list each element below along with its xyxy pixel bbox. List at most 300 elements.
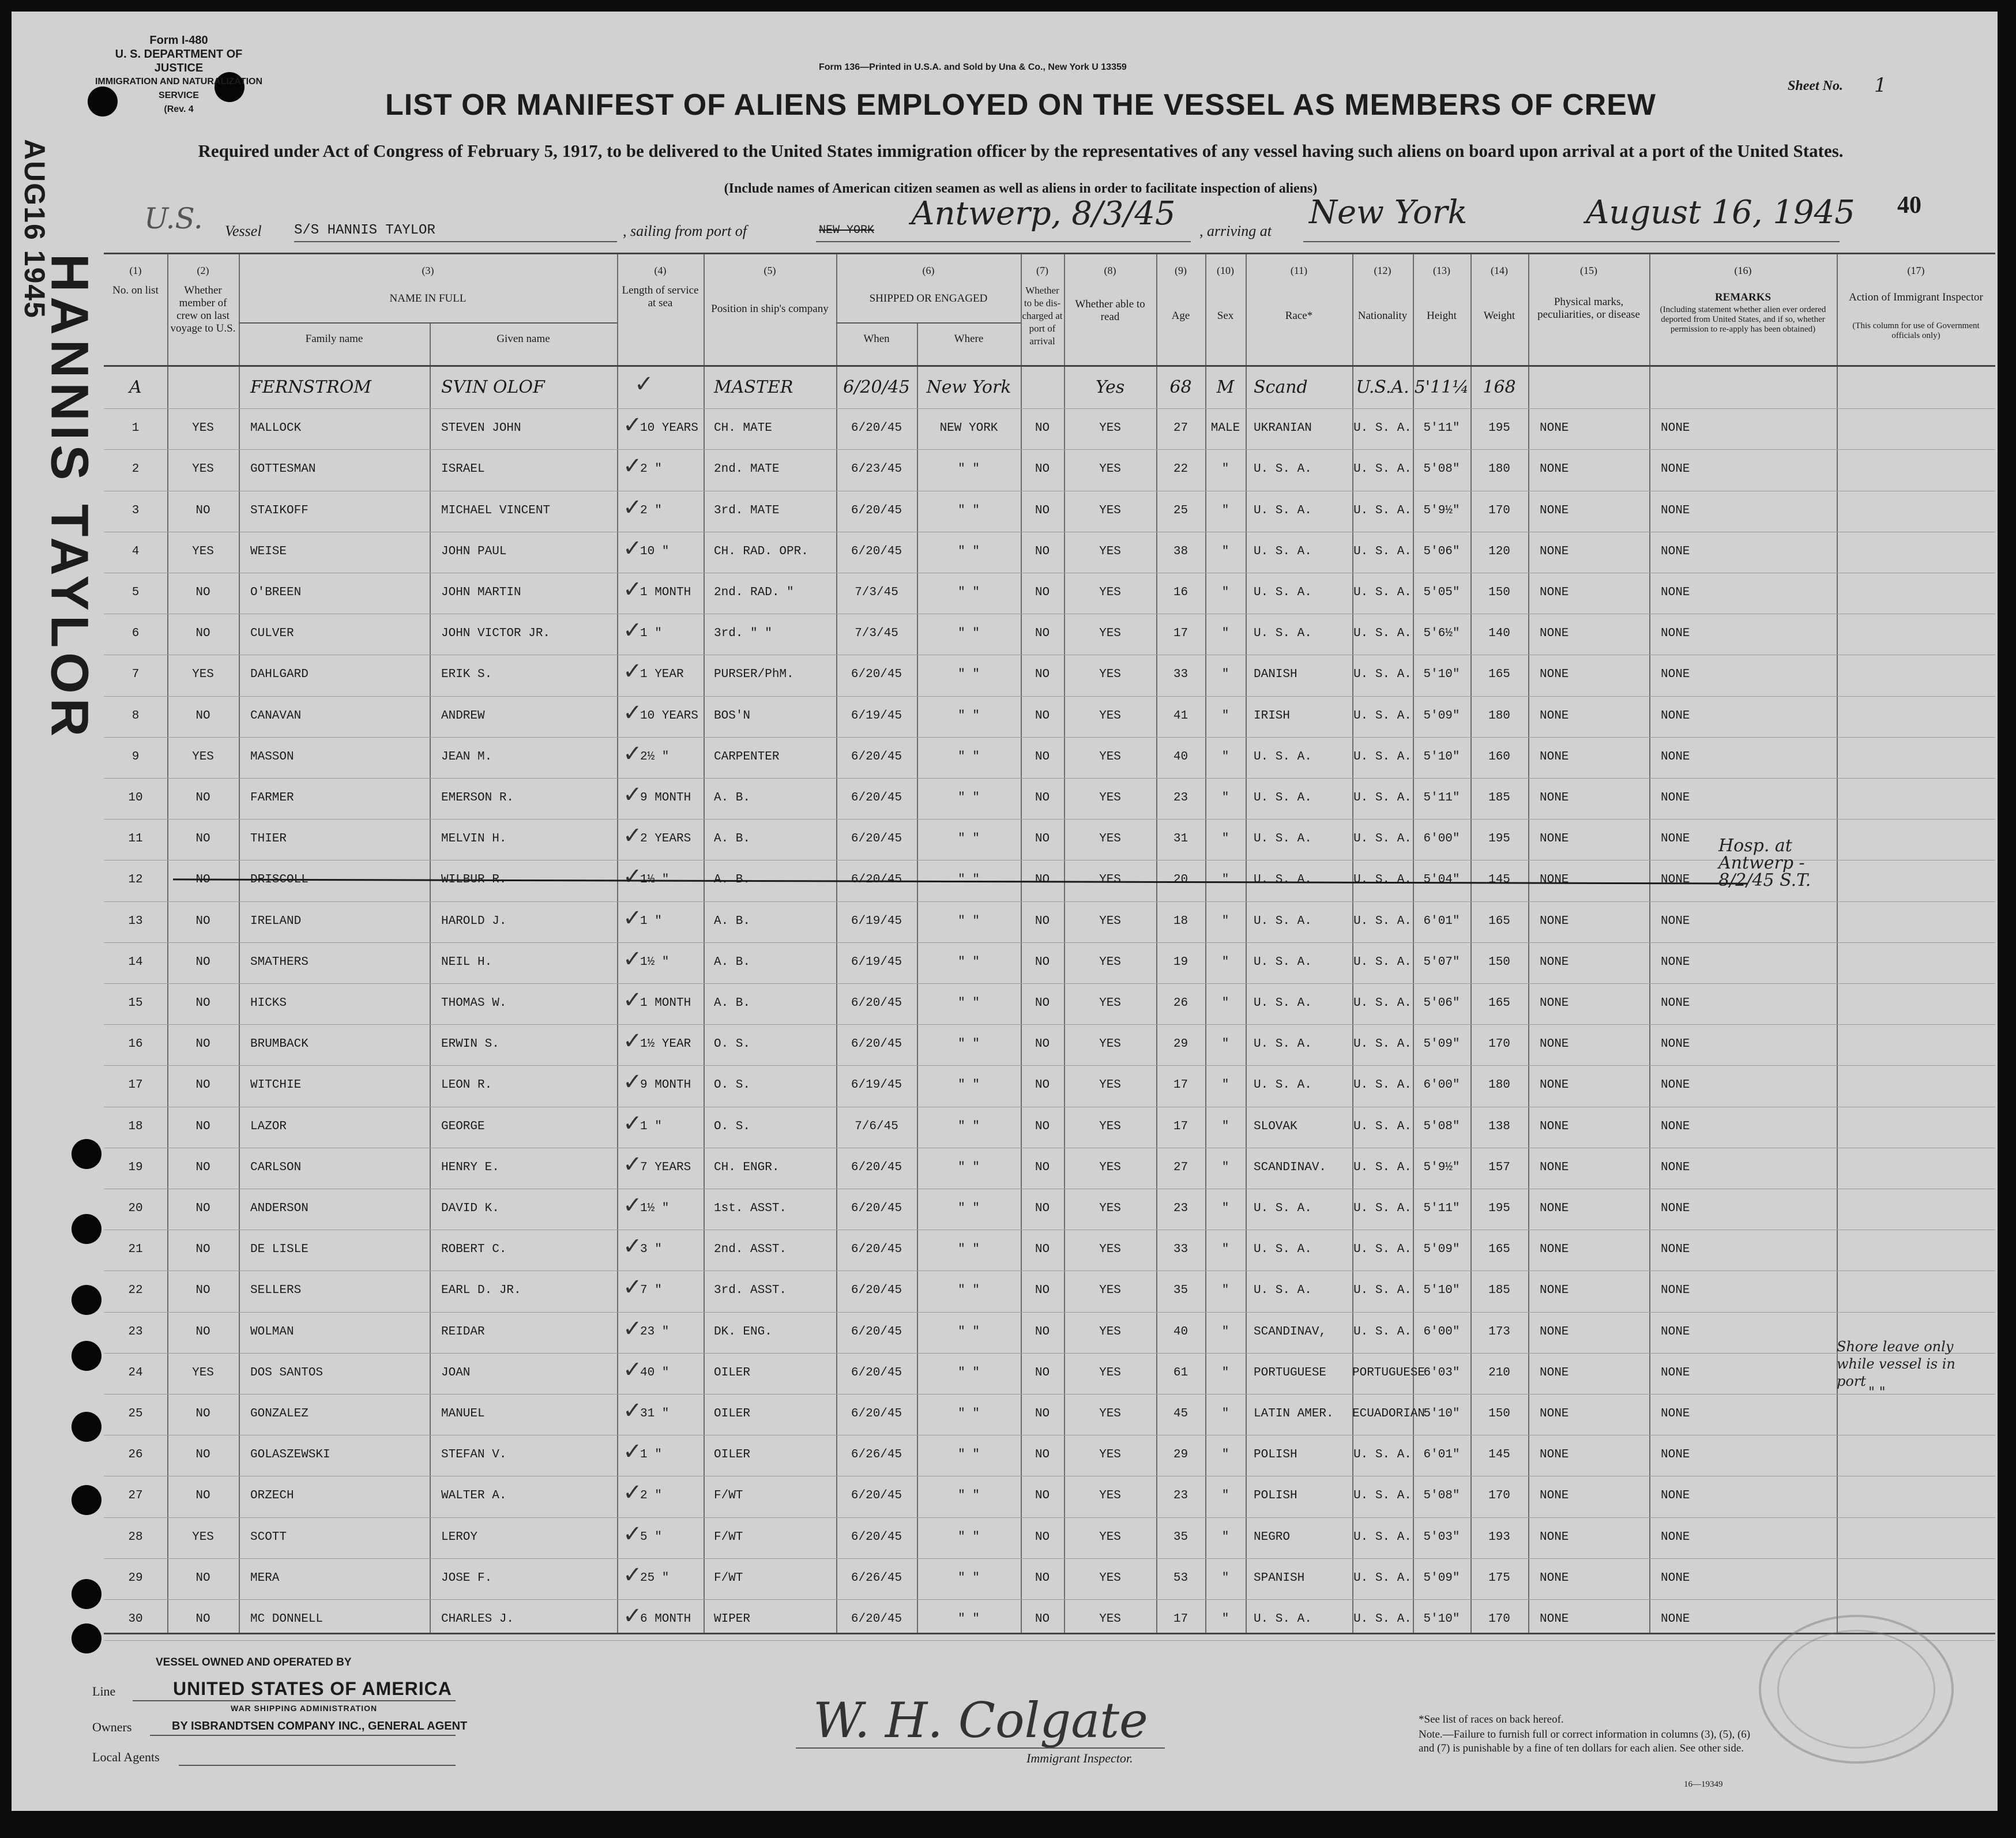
cell-weight: 120	[1488, 544, 1510, 558]
cell-where: " "	[958, 1366, 980, 1380]
cell-family: HICKS	[250, 997, 287, 1010]
cell-height: 5'9½"	[1423, 1160, 1460, 1174]
cell-service: 3 "	[640, 1243, 662, 1257]
cell-disch: NO	[1035, 1160, 1050, 1174]
cell-weight: 145	[1488, 1448, 1510, 1462]
cell-prev: NO	[195, 1119, 210, 1133]
cell-disch: NO	[1035, 1284, 1050, 1298]
cell-remarks: NONE	[1661, 627, 1690, 641]
col-num: (9)	[1175, 265, 1187, 276]
cell-position: OILER	[714, 1407, 751, 1420]
cell-phys: NONE	[1540, 955, 1569, 969]
cell-disch: NO	[1035, 955, 1050, 969]
cell-read: YES	[1099, 627, 1121, 641]
table-row	[104, 1435, 1995, 1475]
check-mark-icon: ✓	[623, 1438, 642, 1465]
check-mark-icon: ✓	[623, 576, 642, 603]
cell-family: MASSON	[250, 750, 294, 764]
cell-where: " "	[958, 1119, 980, 1133]
vessel-name: S/S HANNIS TAYLOR	[294, 223, 435, 238]
cell-nat: U. S. A.	[1353, 1325, 1412, 1339]
cell-when: 6/20/45	[843, 377, 910, 397]
check-mark-icon: ✓	[623, 699, 642, 726]
check-mark-icon: ✓	[623, 617, 642, 644]
cell-no: 10	[128, 791, 143, 805]
cell-disch: NO	[1035, 914, 1050, 928]
cell-where: " "	[958, 1325, 980, 1339]
owned-label: VESSEL OWNED AND OPERATED BY	[156, 1656, 352, 1668]
cell-nat: U. S. A.	[1353, 1038, 1412, 1051]
cell-age: 33	[1173, 668, 1188, 682]
cell-age: 53	[1173, 1571, 1188, 1585]
cell-sex: "	[1221, 1407, 1229, 1420]
cell-race: SPANISH	[1254, 1571, 1305, 1585]
cell-remarks	[1661, 367, 1837, 408]
cell-when: 6/20/45	[851, 832, 902, 846]
hdr-given-name: Given name	[497, 333, 550, 345]
cell-given: JOSE F.	[441, 1571, 492, 1585]
cell-height: 5'05"	[1423, 586, 1460, 599]
cell-given: HAROLD J.	[441, 914, 507, 928]
cell-age: 35	[1173, 1284, 1188, 1298]
cell-prev: NO	[195, 1571, 210, 1585]
cell-height: 6'00"	[1423, 1325, 1460, 1339]
cell-remarks: NONE	[1661, 832, 1690, 846]
cell-family: GOTTESMAN	[250, 463, 316, 476]
cell-service: 10 YEARS	[640, 422, 698, 435]
cell-disch: NO	[1035, 873, 1050, 887]
punch-hole	[72, 1579, 101, 1609]
local-agents-label: Local Agents	[92, 1750, 160, 1764]
cell-remarks: NONE	[1661, 1078, 1690, 1092]
cell-family: CANAVAN	[250, 709, 302, 723]
cell-prev: NO	[195, 1202, 210, 1215]
check-mark-icon: ✓	[623, 1315, 642, 1342]
cell-age: 68	[1169, 377, 1192, 397]
hdr-action: Action of Immigrant Inspector	[1849, 291, 1983, 303]
cell-given: ERIK S.	[441, 668, 492, 682]
cell-race: PORTUGUESE	[1254, 1366, 1327, 1380]
cell-height: 5'03"	[1423, 1530, 1460, 1544]
cell-when: 6/20/45	[851, 503, 902, 517]
cell-sex: "	[1221, 1613, 1229, 1626]
check-mark-icon: ✓	[623, 535, 642, 562]
cell-read: YES	[1099, 586, 1121, 599]
cell-when: 6/20/45	[851, 1613, 902, 1626]
cell-weight: 140	[1488, 627, 1510, 641]
cell-sex: "	[1221, 709, 1229, 723]
cell-phys: NONE	[1540, 1160, 1569, 1174]
cell-age: 29	[1173, 1448, 1188, 1462]
cell-prev: NO	[195, 1160, 210, 1174]
cell-position: O. S.	[714, 1038, 751, 1051]
cell-no: 7	[131, 668, 140, 682]
cell-remarks: NONE	[1661, 1325, 1690, 1339]
cell-service: 1½ YEAR	[640, 1038, 691, 1051]
cell-height: 5'11¼	[1414, 377, 1469, 397]
cell-sex: "	[1221, 463, 1229, 476]
cell-remarks: NONE	[1661, 1448, 1690, 1462]
cell-nat: U. S. A.	[1353, 586, 1412, 599]
cell-sex: "	[1221, 1530, 1229, 1544]
cell-prev: NO	[195, 1078, 210, 1092]
col-num: (3)	[422, 265, 434, 276]
cell-given: STEVEN JOHN	[441, 422, 521, 435]
cell-where: " "	[958, 544, 980, 558]
hdr-prev-voyage: Whether member of crew on last voyage to U.S.	[170, 284, 236, 334]
manifest-sheet	[12, 12, 1998, 1811]
hdr-read: Whether able to read	[1075, 298, 1145, 323]
cell-race: U. S. A.	[1254, 586, 1312, 599]
cell-age: 23	[1173, 1489, 1188, 1503]
cell-given: CHARLES J.	[441, 1613, 514, 1626]
cell-prev: NO	[195, 503, 210, 517]
cell-race: U. S. A.	[1254, 503, 1312, 517]
cell-remarks: NONE	[1661, 1202, 1690, 1215]
table-row	[104, 1065, 1995, 1106]
cell-disch: NO	[1035, 791, 1050, 805]
cell-nat: U. S. A.	[1353, 955, 1412, 969]
cell-disch: NO	[1035, 1530, 1050, 1544]
cell-nat: U. S. A.	[1353, 750, 1412, 764]
cell-disch: NO	[1035, 1202, 1050, 1215]
cell-when: 6/20/45	[851, 1038, 902, 1051]
check-mark-icon: ✓	[623, 740, 642, 767]
cell-read: YES	[1099, 1325, 1121, 1339]
cell-nat: U. S. A.	[1353, 1078, 1412, 1092]
cell-prev: YES	[192, 1366, 214, 1380]
cell-where: " "	[958, 1078, 980, 1092]
cell-family: SCOTT	[250, 1530, 287, 1544]
cell-read: YES	[1099, 503, 1121, 517]
cell-when: 6/20/45	[851, 1366, 902, 1380]
table-row	[104, 737, 1995, 777]
cell-family: DRISCOLL	[250, 873, 309, 887]
cell-height: 5'11"	[1423, 422, 1460, 435]
cell-phys: NONE	[1540, 544, 1569, 558]
cell-read: YES	[1099, 1284, 1121, 1298]
cell-height: 5'11"	[1423, 1202, 1460, 1215]
cell-where: " "	[958, 1243, 980, 1257]
cell-weight: 145	[1488, 873, 1510, 887]
cell-family: ORZECH	[250, 1489, 294, 1503]
cell-height: 6'00"	[1423, 1078, 1460, 1092]
cell-height: 5'6½"	[1423, 627, 1460, 641]
cell-sex: "	[1221, 1243, 1229, 1257]
cell-family: CULVER	[250, 627, 294, 641]
cell-no: 6	[131, 627, 140, 641]
cell-remarks: NONE	[1661, 1571, 1690, 1585]
cell-position: 3rd. " "	[714, 627, 772, 641]
cell-when: 7/6/45	[855, 1119, 898, 1133]
cell-family: WOLMAN	[250, 1325, 294, 1339]
cell-age: 17	[1173, 1078, 1188, 1092]
cell-prev: NO	[195, 791, 210, 805]
table-row	[104, 1024, 1995, 1065]
cell-when: 6/20/45	[851, 544, 902, 558]
cell-prev: NO	[195, 997, 210, 1010]
date-stamp: AUG16 1945	[18, 139, 51, 319]
col-num: (10)	[1217, 265, 1234, 276]
hdr-when: When	[863, 333, 890, 345]
page-number: 40	[1897, 192, 1921, 219]
fine-note: Note.—Failure to furnish full or correct information in columns (3), (5), (6) and (7) is punishable by a fine of ten dollars for each alien. See other side.	[1419, 1728, 1751, 1754]
us-mark: U.S.	[144, 202, 203, 235]
row25-action: " "	[1868, 1384, 1886, 1400]
table-row	[104, 901, 1995, 942]
cell-when: 6/20/45	[851, 1489, 902, 1503]
cell-age: 40	[1173, 1325, 1188, 1339]
cell-disch: NO	[1035, 1407, 1050, 1420]
cell-race: U. S. A.	[1254, 791, 1312, 805]
cell-given: WILBUR R.	[441, 873, 507, 887]
cell-nat: U. S. A.	[1353, 709, 1412, 723]
cell-race: U. S. A.	[1254, 1038, 1312, 1051]
hdr-where: Where	[954, 333, 984, 345]
cell-age: 18	[1173, 914, 1188, 928]
cell-nat: PORTUGUESE	[1352, 1366, 1426, 1380]
cell-when: 6/20/45	[851, 1325, 902, 1339]
cell-when: 6/20/45	[851, 1407, 902, 1420]
cell-family: BRUMBACK	[250, 1038, 309, 1051]
cell-service: 2 "	[640, 1489, 662, 1503]
ship-name-stamp: HANNIS TAYLOR	[40, 253, 99, 742]
cell-age: 35	[1173, 1530, 1188, 1544]
cell-prev: NO	[195, 709, 210, 723]
cell-phys: NONE	[1540, 627, 1569, 641]
cell-height: 6'01"	[1423, 914, 1460, 928]
table-row	[104, 1394, 1995, 1434]
cell-no: 8	[131, 709, 140, 723]
cell-phys: NONE	[1540, 1243, 1569, 1257]
cell-age: 20	[1173, 873, 1188, 887]
cell-age: 17	[1173, 1613, 1188, 1626]
cell-when: 6/19/45	[851, 709, 902, 723]
cell-remarks: NONE	[1661, 463, 1690, 476]
cell-phys: NONE	[1540, 1284, 1569, 1298]
cell-nat: U. S. A.	[1353, 668, 1412, 682]
cell-family: IRELAND	[250, 914, 302, 928]
cell-phys: NONE	[1540, 1119, 1569, 1133]
row12-remark: Hosp. at Antwerp - 8/2/45 S.T.	[1718, 836, 1811, 890]
cell-no: 18	[128, 1119, 143, 1133]
cell-remarks: NONE	[1661, 997, 1690, 1010]
check-mark-icon: ✓	[623, 1603, 642, 1629]
cell-no: 13	[128, 914, 143, 928]
cell-age: 40	[1173, 750, 1188, 764]
cell-height: 5'10"	[1423, 750, 1460, 764]
cell-where: " "	[958, 955, 980, 969]
cell-weight: 165	[1488, 914, 1510, 928]
cell-disch: NO	[1035, 586, 1050, 599]
check-mark-icon: ✓	[623, 412, 642, 439]
cell-phys: NONE	[1540, 1366, 1569, 1380]
cell-where: " "	[958, 1407, 980, 1420]
cell-height: 6'03"	[1423, 1366, 1460, 1380]
col-num: (1)	[129, 265, 142, 276]
cell-no: 28	[128, 1530, 143, 1544]
cell-weight: 160	[1488, 750, 1510, 764]
cell-race: U. S. A.	[1254, 627, 1312, 641]
hdr-action-note: (This column for use of Government officials only)	[1852, 321, 1980, 340]
check-mark-icon: ✓	[623, 1028, 642, 1055]
cell-sex: "	[1221, 1202, 1229, 1215]
cell-age: 25	[1173, 503, 1188, 517]
cell-prev: NO	[195, 955, 210, 969]
cell-disch: NO	[1035, 750, 1050, 764]
cell-read: YES	[1099, 1489, 1121, 1503]
check-mark-icon: ✓	[623, 781, 642, 808]
cell-no: 24	[128, 1366, 143, 1380]
cell-service: 7 YEARS	[640, 1160, 691, 1174]
col-num: (5)	[763, 265, 776, 276]
cell-when: 6/20/45	[851, 997, 902, 1010]
cell-position: A. B.	[714, 791, 751, 805]
check-mark-icon: ✓	[623, 1192, 642, 1219]
cell-given: JOHN PAUL	[441, 544, 507, 558]
cell-when: 7/3/45	[855, 586, 898, 599]
cell-when: 7/3/45	[855, 627, 898, 641]
cell-race: LATIN AMER.	[1254, 1407, 1334, 1420]
cell-no: 20	[128, 1202, 143, 1215]
cell-position: DK. ENG.	[714, 1325, 772, 1339]
check-mark-icon: ✓	[623, 1069, 642, 1096]
cell-read: YES	[1099, 1613, 1121, 1626]
cell-service: 9 MONTH	[640, 1078, 691, 1092]
table-row	[104, 778, 1995, 818]
cell-position: A. B.	[714, 997, 751, 1010]
col-num: (7)	[1036, 265, 1048, 276]
cell-family: FERNSTROM	[250, 377, 372, 397]
cell-age: 26	[1173, 997, 1188, 1010]
sheet-number: 1	[1874, 74, 1887, 97]
table-row	[104, 367, 1995, 408]
cell-position: CARPENTER	[714, 750, 780, 764]
cell-weight: 168	[1483, 377, 1516, 397]
cell-prev	[167, 367, 239, 408]
cell-when: 6/20/45	[851, 1243, 902, 1257]
check-mark-icon: ✓	[623, 822, 642, 850]
cell-remarks: NONE	[1661, 1530, 1690, 1544]
cell-nat: U. S. A.	[1353, 997, 1412, 1010]
cell-read: YES	[1099, 1571, 1121, 1585]
cell-remarks: NONE	[1661, 1038, 1690, 1051]
cell-no: 25	[128, 1407, 143, 1420]
cell-given: DAVID K.	[441, 1202, 499, 1215]
table-row	[104, 1599, 1995, 1640]
cell-disch: NO	[1035, 422, 1050, 435]
cell-family: DOS SANTOS	[250, 1366, 324, 1380]
cell-weight: 138	[1488, 1119, 1510, 1133]
cell-age: 38	[1173, 544, 1188, 558]
check-mark-icon: ✓	[623, 945, 642, 972]
cell-nat: U. S. A.	[1353, 1530, 1412, 1544]
cell-age: 45	[1173, 1407, 1188, 1420]
cell-disch: NO	[1035, 1571, 1050, 1585]
cell-phys: NONE	[1540, 1078, 1569, 1092]
cell-height: 5'07"	[1423, 955, 1460, 969]
cell-phys: NONE	[1540, 709, 1569, 723]
check-mark-icon: ✓	[623, 1397, 642, 1424]
cell-position: A. B.	[714, 914, 751, 928]
cell-service: 7 "	[640, 1284, 662, 1298]
cell-read: YES	[1099, 873, 1121, 887]
cell-service: 1 MONTH	[640, 586, 691, 599]
cell-where: " "	[958, 1489, 980, 1503]
table-row	[104, 1271, 1995, 1311]
cell-position: CH. MATE	[714, 422, 772, 435]
cell-phys: NONE	[1540, 832, 1569, 846]
cell-given: MANUEL	[441, 1407, 485, 1420]
cell-sex: "	[1221, 668, 1229, 682]
cell-race: U. S. A.	[1254, 832, 1312, 846]
cell-nat: U. S. A.	[1353, 422, 1412, 435]
cell-where: " "	[958, 1284, 980, 1298]
cell-service: 5 "	[640, 1530, 662, 1544]
vessel-label: Vessel	[225, 223, 262, 239]
cell-weight: 195	[1488, 832, 1510, 846]
cell-given: JOHN VICTOR JR.	[441, 627, 551, 641]
cell-disch: NO	[1035, 997, 1050, 1010]
cell-phys: NONE	[1540, 1448, 1569, 1462]
cell-remarks: NONE	[1661, 668, 1690, 682]
cell-height: 5'10"	[1423, 1284, 1460, 1298]
arriving-label: , arriving at	[1199, 223, 1272, 239]
cell-weight: 170	[1488, 1613, 1510, 1626]
cell-service: 1 "	[640, 1119, 662, 1133]
cell-read: YES	[1099, 791, 1121, 805]
cell-sex: "	[1221, 544, 1229, 558]
cell-service: 1 MONTH	[640, 997, 691, 1010]
check-mark-icon: ✓	[634, 371, 654, 397]
cell-disch: NO	[1035, 1325, 1050, 1339]
cell-family: SMATHERS	[250, 955, 309, 969]
cell-when: 6/20/45	[851, 873, 902, 887]
cell-sex: M	[1216, 377, 1235, 397]
cell-sex: MALE	[1210, 422, 1240, 435]
col-num: (15)	[1580, 265, 1597, 276]
cell-height: 5'09"	[1423, 1571, 1460, 1585]
hdr-remarks-note: (Including statement whether alien ever ordered deported from United States, and if so, whether permission to re-apply has been obtained)	[1660, 305, 1826, 334]
cell-given: LEON R.	[441, 1078, 492, 1092]
cell-service: 1 YEAR	[640, 668, 684, 682]
cell-height: 5'04"	[1423, 873, 1460, 887]
cell-height: 5'08"	[1423, 463, 1460, 476]
cell-service: 40 "	[640, 1366, 670, 1380]
cell-sex: "	[1221, 997, 1229, 1010]
check-mark-icon: ✓	[623, 658, 642, 685]
cell-given: NEIL H.	[441, 955, 492, 969]
cell-sex: "	[1221, 586, 1229, 599]
cell-no: 3	[131, 503, 140, 517]
crew-table	[104, 253, 1995, 1634]
cell-where: " "	[958, 750, 980, 764]
cell-nat: U. S. A.	[1353, 1284, 1412, 1298]
cell-no: 2	[131, 463, 140, 476]
cell-position: O. S.	[714, 1078, 751, 1092]
cell-nat: U. S. A.	[1353, 832, 1412, 846]
cell-where: " "	[958, 791, 980, 805]
cell-nat: U. S. A.	[1353, 1613, 1412, 1626]
hdr-shipped: SHIPPED OR ENGAGED	[869, 292, 988, 305]
cell-no: 27	[128, 1489, 143, 1503]
cell-sex: "	[1221, 914, 1229, 928]
cell-position: 2nd. MATE	[714, 463, 780, 476]
cell-remarks: NONE	[1661, 750, 1690, 764]
cell-phys: NONE	[1540, 791, 1569, 805]
cell-remarks: NONE	[1661, 1243, 1690, 1257]
cell-weight: 193	[1488, 1530, 1510, 1544]
